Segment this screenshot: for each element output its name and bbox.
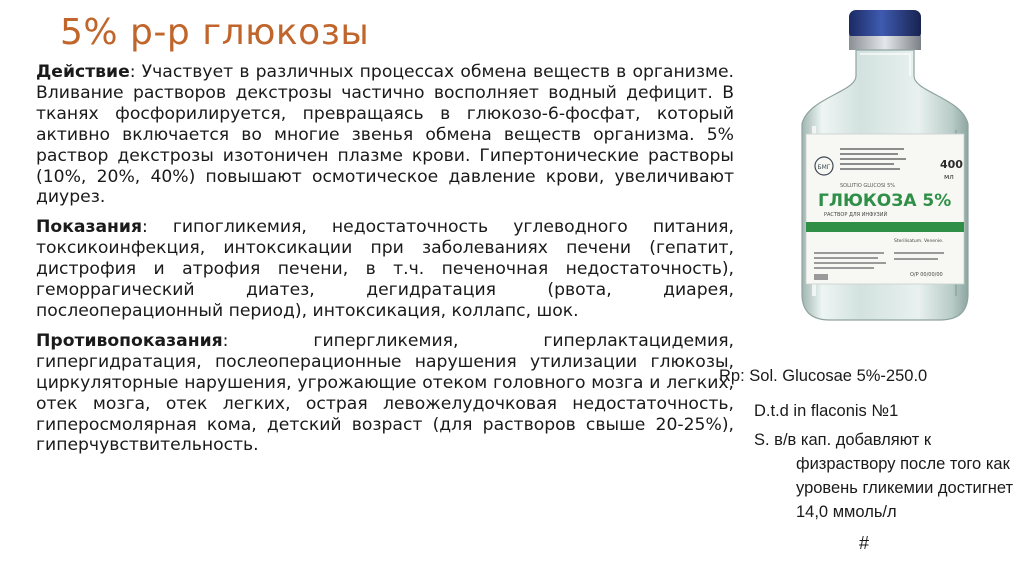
bottle-seal — [849, 36, 921, 50]
prescription-signa-continuation: физраствору после того как уровень гликемии достигнет 14,0 ммоль/л — [796, 455, 1014, 521]
indications-text: : гипогликемия, недостаточность углеводного питания, токсикоинфекция, интоксикации при заболеваниях печени (гепатит, дистрофия и атрофия печени, в т.ч. печеночная недостаточность), геморрагический диатез, дегидратация (рвота, диарея, послеоперационный период), интоксикация, коллапс, шок. — [36, 217, 734, 321]
prescription-signa — [754, 428, 1016, 524]
page-title: 5% р-р глюкозы — [60, 12, 370, 53]
contraindications-paragraph — [36, 331, 734, 456]
prescription-dtd: D.t.d in flaconis №1 — [754, 402, 899, 420]
indications-paragraph — [36, 217, 734, 322]
bottle-volume: 400 — [940, 158, 963, 171]
bottle-cap — [849, 10, 921, 40]
prescription-signa-first: S. в/в кап. добавляют к — [754, 431, 932, 449]
prescription-rp: Rp: Sol. Glucosae 5%-250.0 — [719, 367, 928, 385]
bottle-brand: ГЛЮКОЗА 5% — [818, 191, 952, 211]
description-text-block — [36, 62, 734, 465]
action-term: Действие — [36, 62, 130, 82]
indications-term: Показания — [36, 217, 142, 238]
action-paragraph — [36, 62, 734, 208]
bottle-label-line: РАСТВОР ДЛЯ ИНФУЗИЙ — [824, 212, 888, 218]
glucose-bottle-image — [790, 6, 980, 324]
action-text: : Участвует в различных процессах обмена веществ в организме. Вливание растворов декстрозы частично восполняет водный дефицит. В тканях фосфорилируется, превращаясь в глюкозо-6-фосфат, который активно включается во многие звенья обмена веществ организма. 5% раствор декстрозы изотоничен плазме крови. Гипертонические растворы (10%, 20%, 40%) повышают осмотическое давление крови, увеличивают диурез. — [36, 62, 734, 208]
bottle-label-stripe — [806, 222, 964, 232]
contraindications-text: : гипергликемия, гиперлактацидемия, гипергидратация, послеоперационные нарушения утилизации глюкозы, циркуляторные нарушения, угрожающие отеком головного мозга и легких, отек мозга, отек легких, острая левожелудочковая недостаточность, гиперосмолярная кома, детский возраст (для растворов свыше 20-25%), гиперчувствительность. — [36, 330, 734, 456]
bottle-logo-text: БМГ — [817, 164, 831, 171]
bottle-label-small: Sterilisatum. Venenie. — [894, 239, 944, 244]
hash-mark: # — [859, 533, 870, 553]
bottle-label-subtitle: SOLUTIO GLUCOSI 5% — [840, 183, 896, 189]
contraindications-term: Противопоказания — [36, 330, 223, 351]
bottle-volume-unit: мл — [944, 173, 954, 181]
bottle-lot-number: О/Р 00/00/00 — [910, 272, 943, 278]
